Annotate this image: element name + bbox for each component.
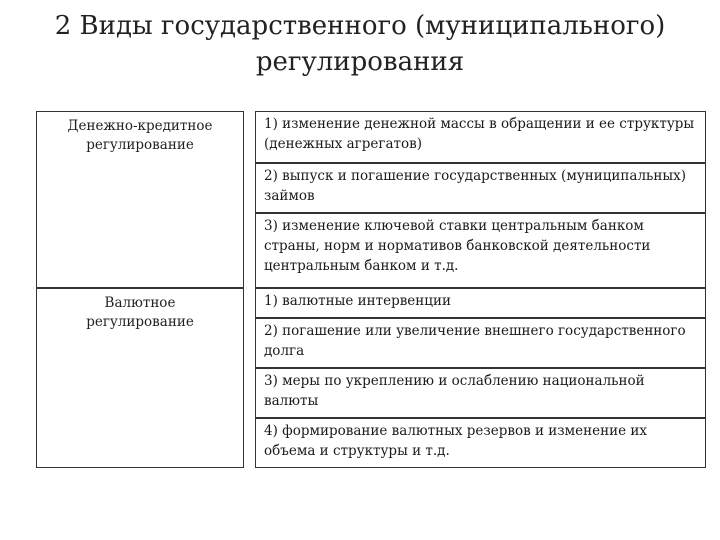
group-label-line: регулирование bbox=[86, 137, 194, 153]
table-cell-item: 2) погашение или увеличение внешнего государственного долга bbox=[255, 318, 706, 368]
table-cell-item: 3) изменение ключевой ставки центральным банком страны, норм и нормативов банковской деятельности центральным банком и т.д. bbox=[255, 213, 706, 288]
title-line-2: регулирования bbox=[255, 47, 465, 77]
title-line-1: 2 Виды государственного (муниципального) bbox=[54, 11, 666, 41]
table-cell-item: 4) формирование валютных резервов и изменение их объема и структуры и т.д. bbox=[255, 418, 706, 468]
group-label-line: регулирование bbox=[86, 314, 194, 330]
table-cell-item: 1) валютные интервенции bbox=[255, 288, 706, 318]
group-label-currency bbox=[36, 288, 244, 468]
group-label-monetary bbox=[36, 111, 244, 288]
group-label-line: Денежно-кредитное bbox=[67, 118, 213, 134]
table-cell-item: 3) меры по укреплению и ослаблению национальной валюты bbox=[255, 368, 706, 418]
group-label-line: Валютное bbox=[104, 295, 176, 311]
table-cell-item: 1) изменение денежной массы в обращении и ее структуры (денежных агрегатов) bbox=[255, 111, 706, 163]
table-cell-item: 2) выпуск и погашение государственных (муниципальных) займов bbox=[255, 163, 706, 213]
